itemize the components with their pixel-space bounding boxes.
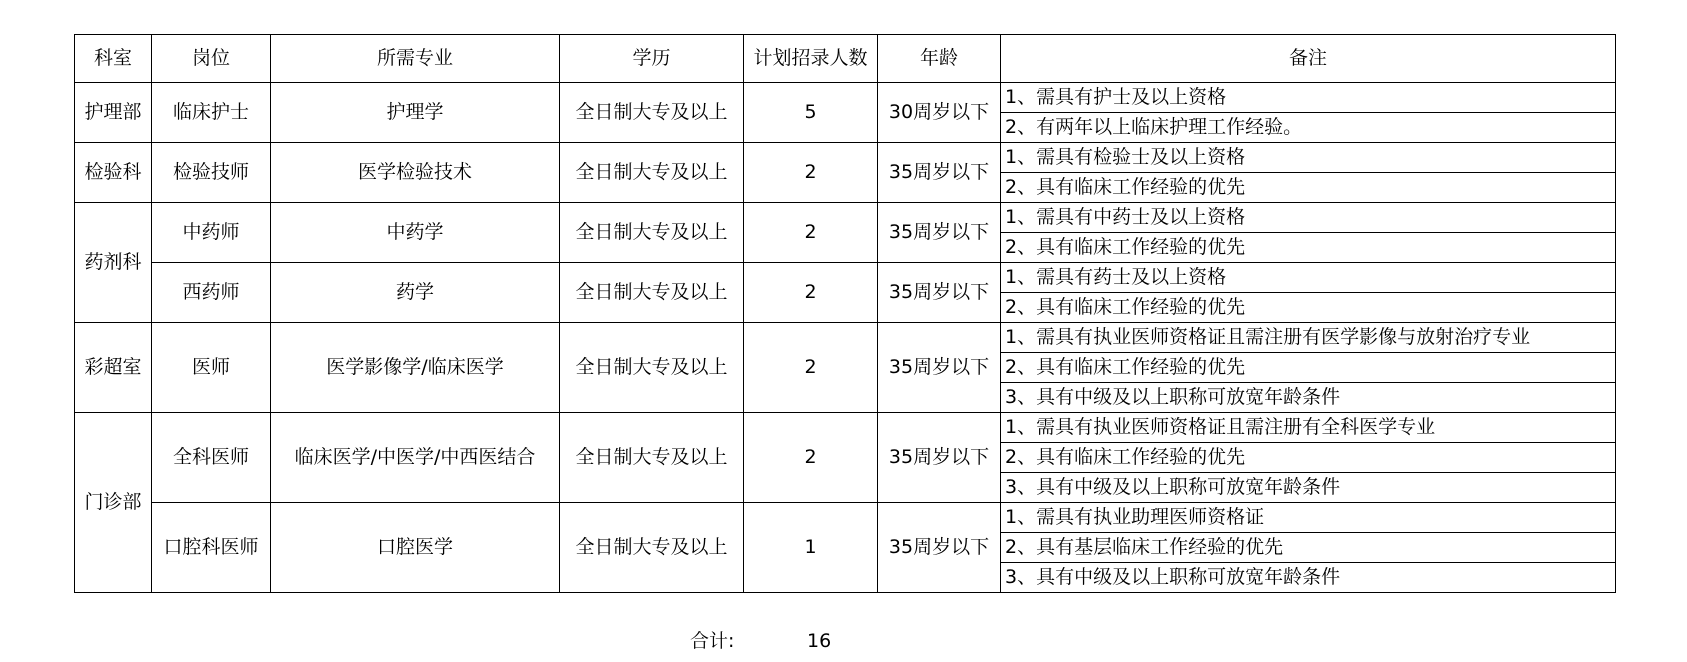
age-cell: 35周岁以下 [878,263,1001,323]
header-position: 岗位 [152,35,271,83]
count-cell: 1 [744,503,878,593]
age-cell: 35周岁以下 [878,203,1001,263]
note-cell: 1、需具有执业助理医师资格证 [1001,503,1616,533]
table-row [75,143,1616,173]
major-cell: 口腔医学 [271,503,560,593]
note-cell: 2、具有临床工作经验的优先 [1001,233,1616,263]
note-cell: 2、具有基层临床工作经验的优先 [1001,533,1616,563]
table-row [75,203,1616,233]
department-cell: 检验科 [75,143,152,203]
count-cell: 2 [744,143,878,203]
table-row [75,263,1616,293]
department-cell: 门诊部 [75,413,152,593]
age-cell: 35周岁以下 [878,413,1001,503]
education-cell: 全日制大专及以上 [560,323,744,413]
total-value: 16 [807,630,832,652]
count-cell: 5 [744,83,878,143]
table-row [75,413,1616,443]
table-row [75,83,1616,113]
header-age: 年龄 [878,35,1001,83]
position-cell: 口腔科医师 [152,503,271,593]
recruitment-table [74,34,1616,593]
major-cell: 中药学 [271,203,560,263]
count-cell: 2 [744,263,878,323]
header-department: 科室 [75,35,152,83]
position-cell: 检验技师 [152,143,271,203]
count-cell: 2 [744,203,878,263]
age-cell: 35周岁以下 [878,503,1001,593]
age-cell: 35周岁以下 [878,323,1001,413]
major-cell: 护理学 [271,83,560,143]
note-cell: 3、具有中级及以上职称可放宽年龄条件 [1001,563,1616,593]
department-cell: 彩超室 [75,323,152,413]
major-cell: 医学影像学/临床医学 [271,323,560,413]
table-row [75,323,1616,353]
header-count: 计划招录人数 [744,35,878,83]
note-cell: 2、具有临床工作经验的优先 [1001,173,1616,203]
note-cell: 1、需具有执业医师资格证且需注册有医学影像与放射治疗专业 [1001,323,1616,353]
note-cell: 2、有两年以上临床护理工作经验。 [1001,113,1616,143]
note-cell: 3、具有中级及以上职称可放宽年龄条件 [1001,383,1616,413]
note-cell: 2、具有临床工作经验的优先 [1001,293,1616,323]
major-cell: 临床医学/中医学/中西医结合 [271,413,560,503]
education-cell: 全日制大专及以上 [560,503,744,593]
position-cell: 西药师 [152,263,271,323]
note-cell: 1、需具有中药士及以上资格 [1001,203,1616,233]
note-cell: 1、需具有护士及以上资格 [1001,83,1616,113]
header-notes: 备注 [1001,35,1616,83]
total-label: 合计: [690,630,735,652]
position-cell: 临床护士 [152,83,271,143]
major-cell: 药学 [271,263,560,323]
header-education: 学历 [560,35,744,83]
department-cell: 护理部 [75,83,152,143]
education-cell: 全日制大专及以上 [560,143,744,203]
education-cell: 全日制大专及以上 [560,203,744,263]
note-cell: 1、需具有检验士及以上资格 [1001,143,1616,173]
position-cell: 医师 [152,323,271,413]
note-cell: 1、需具有药士及以上资格 [1001,263,1616,293]
education-cell: 全日制大专及以上 [560,263,744,323]
table-row [75,503,1616,533]
position-cell: 中药师 [152,203,271,263]
header-row [75,35,1616,83]
age-cell: 35周岁以下 [878,143,1001,203]
department-cell: 药剂科 [75,203,152,323]
note-cell: 1、需具有执业医师资格证且需注册有全科医学专业 [1001,413,1616,443]
header-major: 所需专业 [271,35,560,83]
position-cell: 全科医师 [152,413,271,503]
count-cell: 2 [744,413,878,503]
education-cell: 全日制大专及以上 [560,83,744,143]
note-cell: 3、具有中级及以上职称可放宽年龄条件 [1001,473,1616,503]
note-cell: 2、具有临床工作经验的优先 [1001,353,1616,383]
major-cell: 医学检验技术 [271,143,560,203]
count-cell: 2 [744,323,878,413]
age-cell: 30周岁以下 [878,83,1001,143]
education-cell: 全日制大专及以上 [560,413,744,503]
note-cell: 2、具有临床工作经验的优先 [1001,443,1616,473]
